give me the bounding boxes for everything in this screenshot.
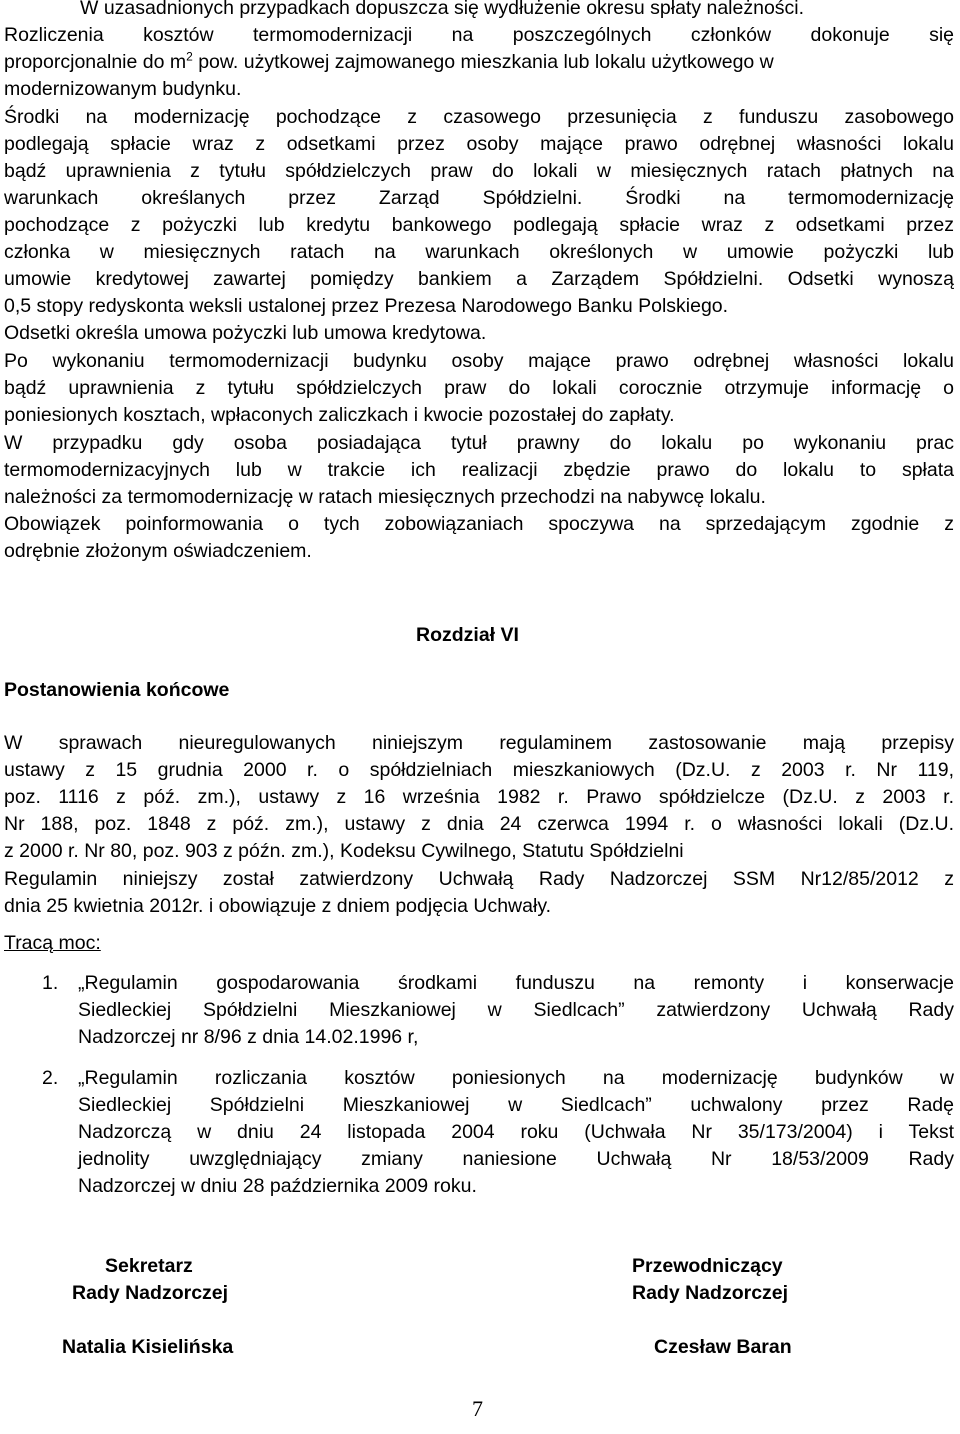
- signature-left-name: Natalia Kisielińska: [62, 1336, 234, 1358]
- text-line: „Regulamin rozliczania kosztów poniesionych na modernizację budynków w: [78, 1067, 954, 1089]
- signature-right-name: Czesław Baran: [654, 1336, 792, 1358]
- text-line: pochodzące z pożyczki lub kredytu bankowego podlegają spłacie wraz z odsetkami przez: [4, 214, 954, 236]
- text-line: [4, 49, 774, 76]
- text-line: 0,5 stopy redyskonta weksli ustalonej przez Prezesa Narodowego Banku Polskiego.: [4, 295, 729, 317]
- text-line: Siedleckiej Spółdzielni Mieszkaniowej w Siedlcach” uchwalony przez Radę: [78, 1094, 954, 1116]
- text-line: Siedleckiej Spółdzielni Mieszkaniowej w Siedlcach” zatwierdzony Uchwałą Rady: [78, 999, 954, 1021]
- text-line: W sprawach nieuregulowanych niniejszym regulaminem zastosowanie mają przepisy: [4, 732, 954, 754]
- text-line: Nadzorczej nr 8/96 z dnia 14.02.1996 r,: [78, 1026, 419, 1048]
- signature-right-role: Przewodniczący: [632, 1255, 783, 1277]
- superscript: 2: [186, 49, 193, 64]
- repealed-heading: Tracą moc:: [4, 932, 101, 954]
- text-line: ustawy z 15 grudnia 2000 r. o spółdzielniach mieszkaniowych (Dz.U. z 2003 r. Nr 119,: [4, 759, 954, 781]
- chapter-title: Rozdział VI: [416, 624, 519, 646]
- text-line: modernizowanym budynku.: [4, 78, 242, 100]
- text-line: bądź uprawnienia z tytułu spółdzielczych praw do lokali w miesięcznych ratach płatnych na: [4, 160, 954, 182]
- text-line: dnia 25 kwietnia 2012r. i obowiązuje z dniem podjęcia Uchwały.: [4, 895, 552, 917]
- text-line: Nadzorczą w dniu 24 listopada 2004 roku (Uchwała Nr 35/173/2004) i Tekst: [78, 1121, 954, 1143]
- list-item-number: 1.: [42, 972, 59, 994]
- text-line: Rozliczenia kosztów termomodernizacji na poszczególnych członków dokonuje się: [4, 24, 954, 46]
- text-line: bądź uprawnienia z tytułu spółdzielczych praw do lokali corocznie otrzymuje informację o: [4, 377, 954, 399]
- list-item-number: 2.: [42, 1067, 59, 1089]
- text-line: poz. 1116 z póź. zm.), ustawy z 16 września 1982 r. Prawo spółdzielcze (Dz.U. z 2003 r.: [4, 786, 954, 808]
- text-line: W przypadku gdy osoba posiadająca tytuł prawny do lokalu po wykonaniu prac: [4, 432, 954, 454]
- text-line: Po wykonaniu termomodernizacji budynku osoby mające prawo odrębnej własności lokalu: [4, 350, 954, 372]
- signature-left-role: Sekretarz: [105, 1255, 193, 1277]
- signature-left-body: Rady Nadzorczej: [72, 1282, 229, 1304]
- page-number: 7: [472, 1396, 483, 1421]
- text-line: należności za termomodernizację w ratach miesięcznych przechodzi na nabywcę lokalu.: [4, 486, 766, 508]
- text-span: proporcjonalnie do m: [4, 51, 187, 73]
- text-line: termomodernizacyjnych lub w trakcie ich realizacji zbędzie prawo do lokalu to spłata: [4, 459, 954, 481]
- text-line: podlegają spłacie wraz z odsetkami przez osoby mające prawo odrębnej własności lokalu: [4, 133, 954, 155]
- text-line: Nadzorczej w dniu 28 października 2009 roku.: [78, 1175, 477, 1197]
- signature-right-body: Rady Nadzorczej: [632, 1282, 789, 1304]
- text-line: Obowiązek poinformowania o tych zobowiązaniach spoczywa na sprzedającym zgodnie z: [4, 513, 954, 535]
- text-line: poniesionych kosztach, wpłaconych zaliczkach i kwocie pozostałej do zapłaty.: [4, 404, 675, 426]
- text-line: z 2000 r. Nr 80, poz. 903 z późn. zm.), Kodeksu Cywilnego, Statutu Spółdzielni: [4, 840, 684, 862]
- text-line: Odsetki określa umowa pożyczki lub umowa kredytowa.: [4, 322, 487, 344]
- text-line: warunkach określanych przez Zarząd Spółdzielni. Środki na termomodernizację: [4, 187, 954, 209]
- text-line: W uzasadnionych przypadkach dopuszcza się wydłużenie okresu spłaty należności.: [80, 0, 805, 19]
- text-line: Środki na modernizację pochodzące z czasowego przesunięcia z funduszu zasobowego: [4, 106, 954, 128]
- text-line: Nr 188, poz. 1848 z póź. zm.), ustawy z dnia 24 czerwca 1994 r. o własności lokali (Dz.U.: [4, 813, 954, 835]
- text-line: członka w miesięcznych ratach na warunkach określonych w umowie pożyczki lub: [4, 241, 954, 263]
- chapter-subtitle: Postanowienia końcowe: [4, 679, 230, 701]
- text-line: odrębnie złożonym oświadczeniem.: [4, 540, 312, 562]
- text-line: „Regulamin gospodarowania środkami funduszu na remonty i konserwacje: [78, 972, 954, 994]
- text-span: pow. użytkowej zajmowanego mieszkania lub lokalu użytkowego w: [192, 51, 774, 73]
- text-line: jednolity uwzględniający zmiany naniesione Uchwałą Nr 18/53/2009 Rady: [78, 1148, 954, 1170]
- text-line: umowie kredytowej zawartej pomiędzy bankiem a Zarządem Spółdzielni. Odsetki wynoszą: [4, 268, 954, 290]
- text-line: Regulamin niniejszy został zatwierdzony Uchwałą Rady Nadzorczej SSM Nr12/85/2012 z: [4, 868, 954, 890]
